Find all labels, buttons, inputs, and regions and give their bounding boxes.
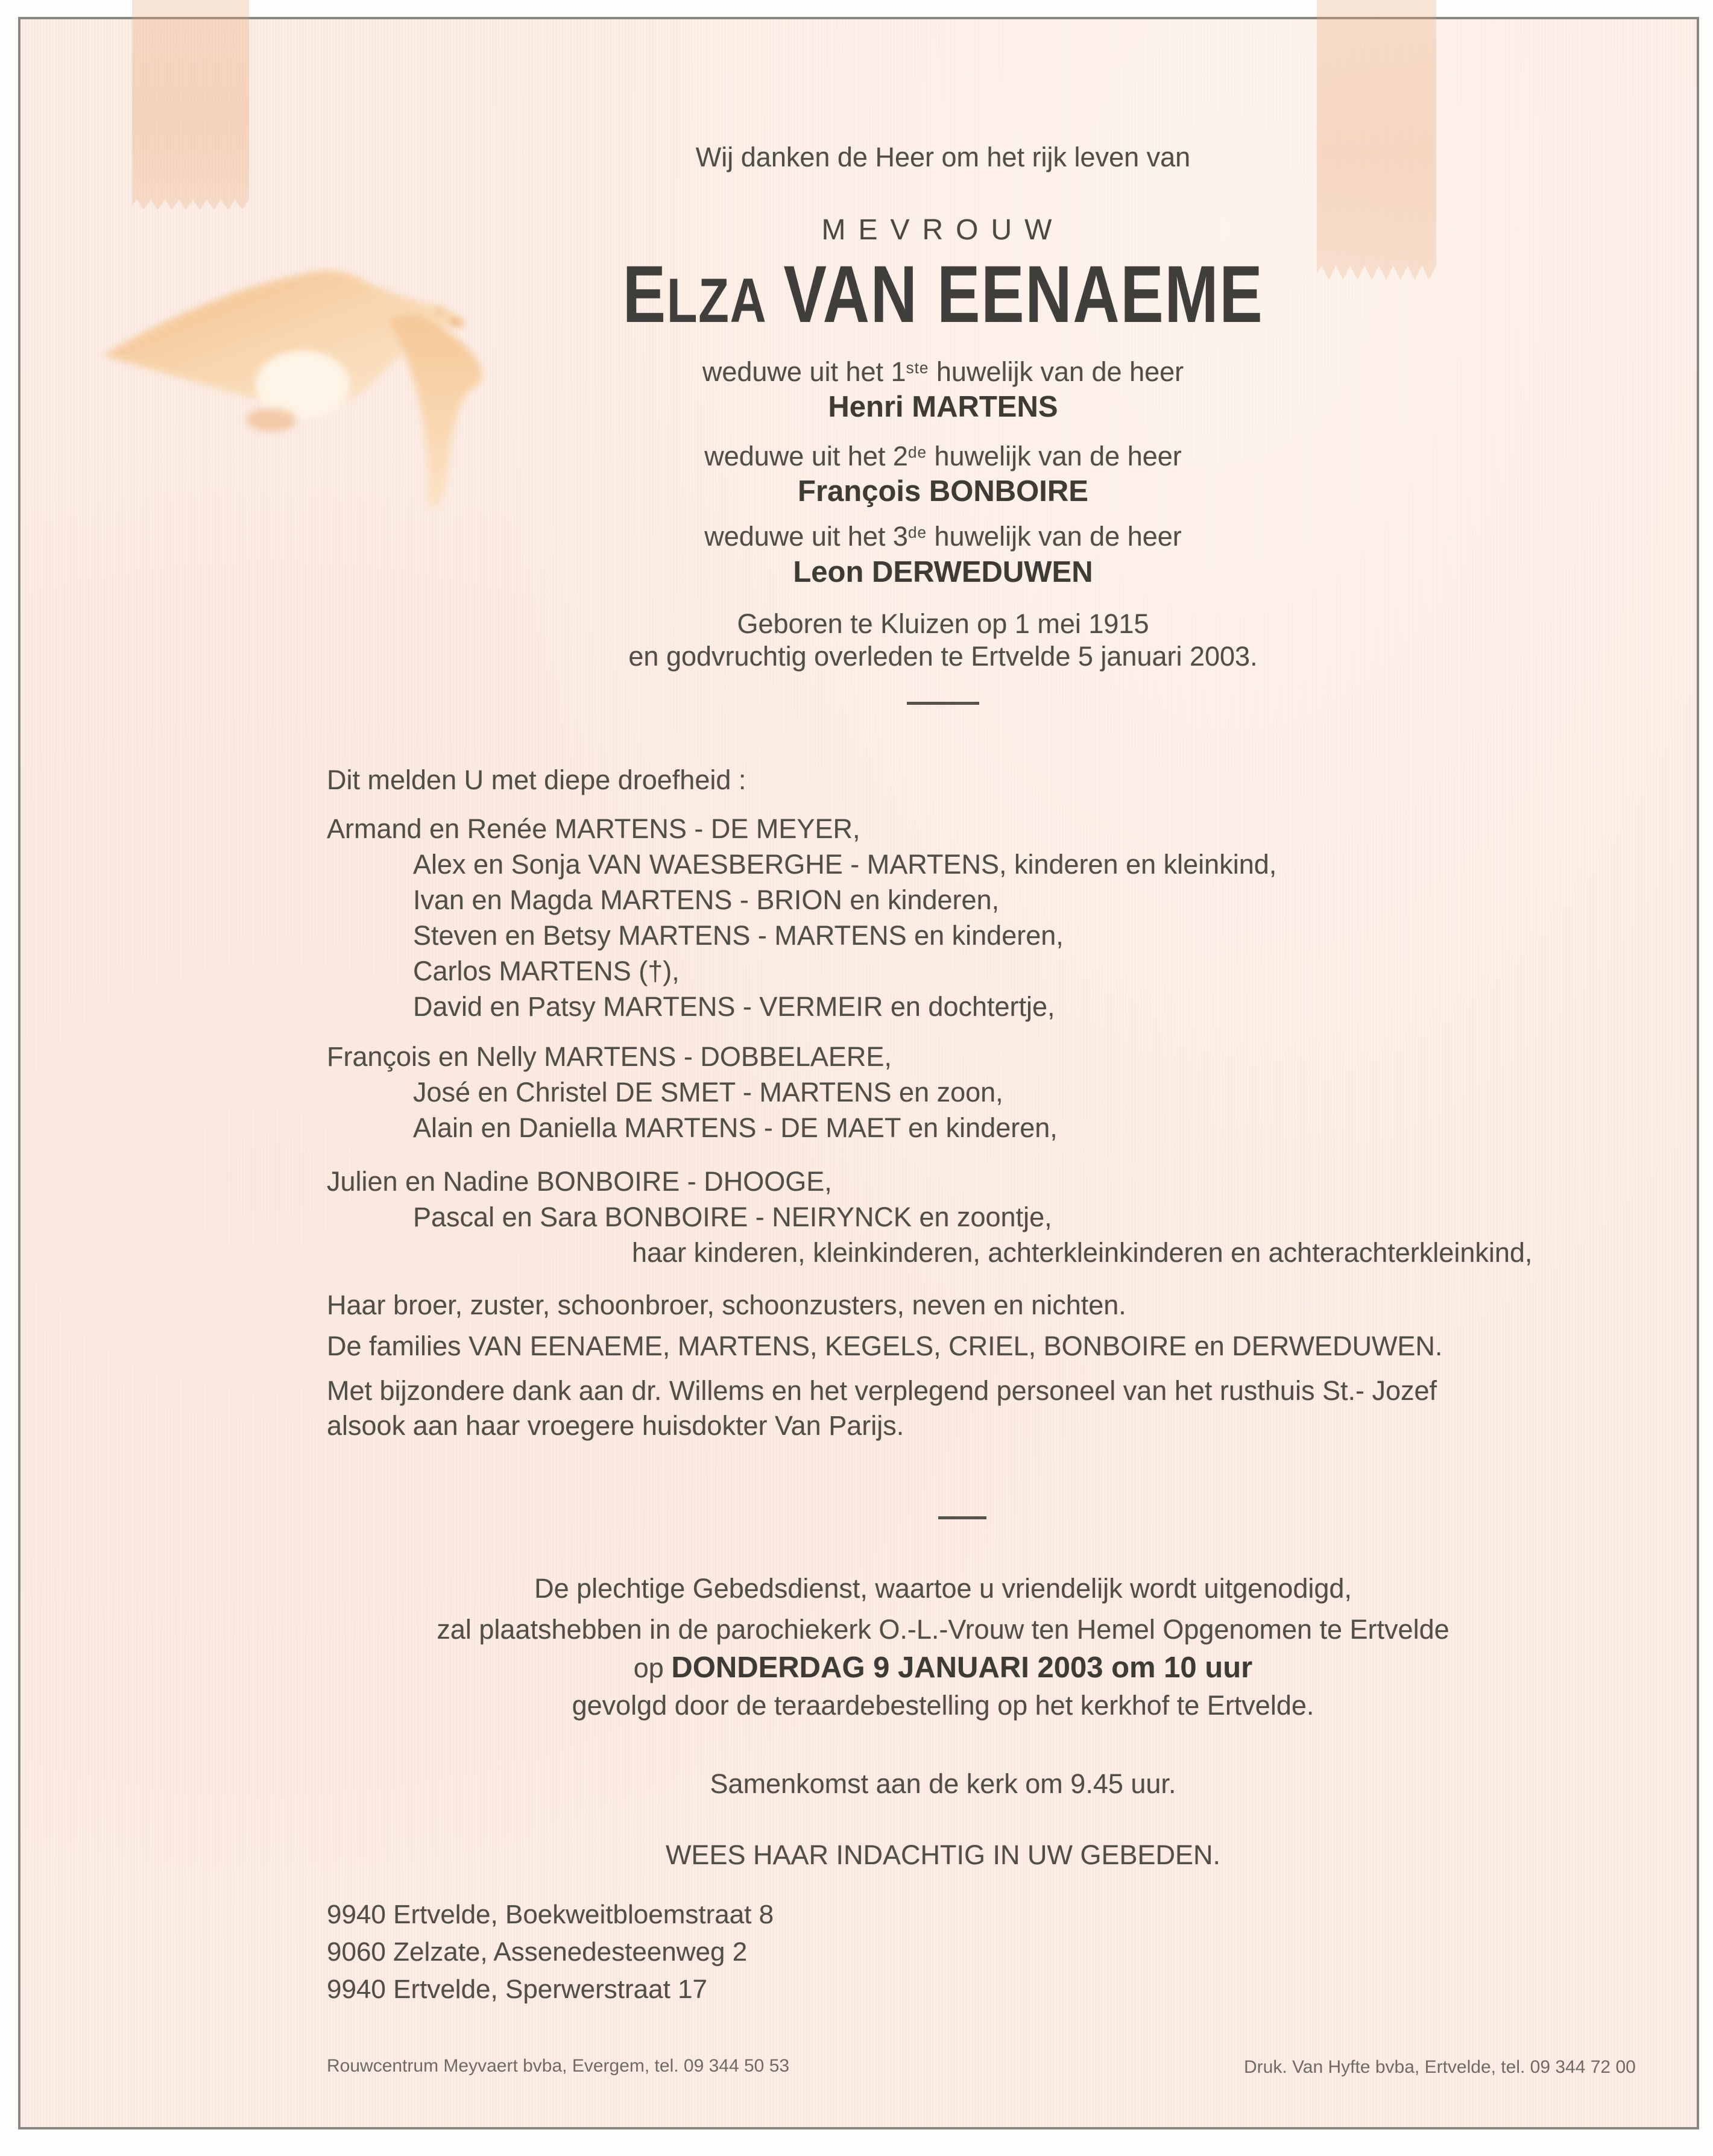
footer-printer: Druk. Van Hyfte bvba, Ertvelde, tel. 09 344 72 00 xyxy=(1244,2057,1636,2077)
closing-line: WEES HAAR INDACHTIG IN UW GEBEDEN. xyxy=(665,1839,1221,1870)
husband-name-2: François BONBOIRE xyxy=(798,475,1088,508)
memorial-card xyxy=(18,17,1699,2129)
marriage-line-2 xyxy=(183,443,1703,470)
thanks-line: Met bijzondere dank aan dr. Willems en het verplegend personeel van het rusthuis St.- Jozef xyxy=(327,1375,1437,1406)
footer-funeral-home: Rouwcentrum Meyvaert bvba, Evergem, tel. 09 344 50 53 xyxy=(327,2056,790,2076)
deceased-family-name: VAN EENAEME xyxy=(783,250,1264,339)
marriage-3-ordinal: de xyxy=(907,523,927,541)
died-line: en godvruchtig overleden te Ertvelde 5 januari 2003. xyxy=(628,641,1258,672)
honorific: MEVROUW xyxy=(821,214,1065,246)
family-line: Julien en Nadine BONBOIRE - DHOOGE, xyxy=(327,1166,832,1197)
service-line-4: gevolgd door de teraardebestelling op het kerkhof te Ertvelde. xyxy=(572,1690,1314,1721)
husband-name-1: Henri MARTENS xyxy=(828,391,1058,423)
separator-rule xyxy=(907,702,979,705)
announcement-line: Dit melden U met diepe droefheid : xyxy=(327,764,746,795)
address-line: 9940 Ertvelde, Boekweitbloemstraat 8 xyxy=(327,1900,774,1929)
service-line-3 xyxy=(183,1653,1703,1683)
marriage-line-1 xyxy=(183,358,1703,385)
marriage-2-ordinal: de xyxy=(907,443,927,461)
gathering-line: Samenkomst aan de kerk om 9.45 uur. xyxy=(710,1768,1176,1799)
service-line-1: De plechtige Gebedsdienst, waartoe u vriendelijk wordt uitgenodigd, xyxy=(534,1573,1352,1604)
husband-name-3: Leon DERWEDUWEN xyxy=(793,556,1093,588)
service-line-3-prefix: op xyxy=(633,1653,672,1683)
family-line: Steven en Betsy MARTENS - MARTENS en kinderen, xyxy=(413,920,1064,951)
service-date-bold: DONDERDAG 9 JANUARI 2003 om 10 uur xyxy=(671,1651,1253,1684)
service-line-2: zal plaatshebben in de parochiekerk O.-L.-Vrouw ten Hemel Opgenomen te Ertvelde xyxy=(437,1614,1450,1645)
address-line: 9060 Zelzate, Assenedesteenweg 2 xyxy=(327,1937,748,1967)
marriage-2-suffix: huwelijk van de heer xyxy=(927,441,1182,471)
thanks-line: alsook aan haar vroegere huisdokter Van Parijs. xyxy=(327,1410,904,1441)
family-line: David en Patsy MARTENS - VERMEIR en dochtertje, xyxy=(413,991,1055,1022)
marriage-line-3 xyxy=(183,523,1703,550)
family-line: Ivan en Magda MARTENS - BRION en kinderen, xyxy=(413,884,1000,915)
marriage-1-suffix: huwelijk van de heer xyxy=(929,356,1184,387)
family-line: François en Nelly MARTENS - DOBBELAERE, xyxy=(327,1041,892,1072)
relatives-line: Haar broer, zuster, schoonbroer, schoonzusters, neven en nichten. xyxy=(327,1290,1126,1320)
family-line: Alain en Daniella MARTENS - DE MAET en kinderen, xyxy=(413,1112,1058,1143)
intro-line: Wij danken de Heer om het rijk leven van xyxy=(695,142,1191,172)
tape-strip-left xyxy=(132,0,249,210)
family-line: haar kinderen, kleinkinderen, achterkleinkinderen en achterachterkleinkind, xyxy=(632,1237,1533,1268)
marriage-1-prefix: weduwe uit het 1 xyxy=(702,356,906,387)
tape-strip-right xyxy=(1317,0,1436,280)
deceased-name-lead: E xyxy=(622,250,667,339)
marriage-3-prefix: weduwe uit het 3 xyxy=(704,521,908,552)
family-line: Alex en Sonja VAN WAESBERGHE - MARTENS, kinderen en kleinkind, xyxy=(413,849,1277,880)
marriage-1-ordinal: ste xyxy=(906,358,929,377)
marriage-2-prefix: weduwe uit het 2 xyxy=(704,441,908,471)
family-line: Armand en Renée MARTENS - DE MEYER, xyxy=(327,813,860,844)
family-line: José en Christel DE SMET - MARTENS en zoon, xyxy=(413,1077,1003,1108)
separator-rule xyxy=(938,1516,986,1519)
born-line: Geboren te Kluizen op 1 mei 1915 xyxy=(737,608,1149,639)
families-line: De families VAN EENAEME, MARTENS, KEGELS, CRIEL, BONBOIRE en DERWEDUWEN. xyxy=(327,1331,1443,1361)
family-line: Carlos MARTENS (†), xyxy=(413,956,680,986)
address-line: 9940 Ertvelde, Sperwerstraat 17 xyxy=(327,1975,708,2004)
marriage-3-suffix: huwelijk van de heer xyxy=(927,521,1182,552)
deceased-name-small: LZA xyxy=(666,266,768,336)
family-line: Pascal en Sara BONBOIRE - NEIRYNCK en zoontje, xyxy=(413,1202,1052,1232)
